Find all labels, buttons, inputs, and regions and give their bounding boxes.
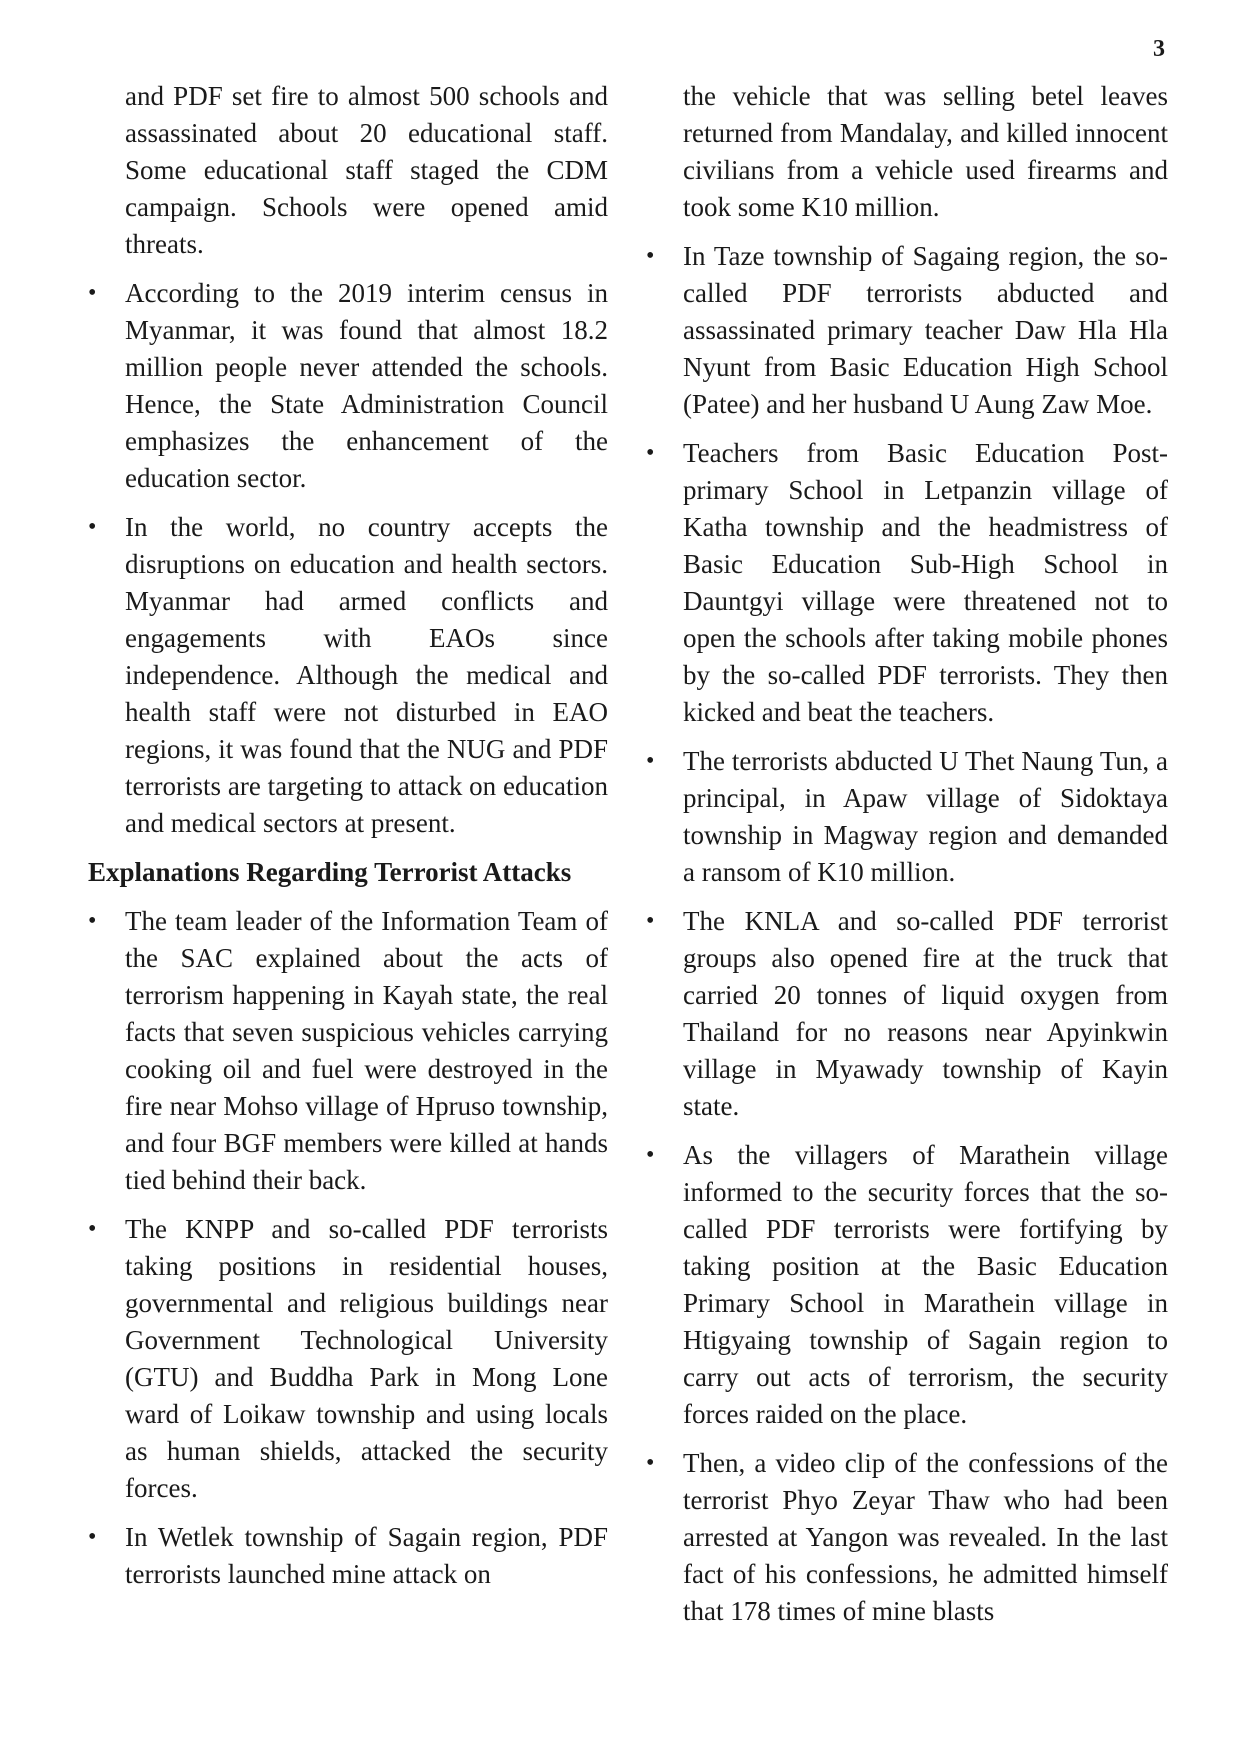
list-item: • In the world, no country accepts the disruptions on education and health sectors. Myanmar had armed conflicts and engagements with EAOs since independence. Although the medical and health staff were not disturbed in EAO regions, it was found that the NUG and PDF terrorists are targeting to attack on education and medical sectors at present.: [88, 509, 608, 842]
right-lead-paragraph: the vehicle that was selling betel leaves returned from Mandalay, and killed innocent civilians from a vehicle used firearms and took some K10 million.: [683, 81, 1168, 222]
list-item: • The KNPP and so-called PDF terrorists taking positions in residential houses, governmental and religious buildings near Government Technological University (GTU) and Buddha Park in Mong Lone ward of Loikaw township and using locals as human shields, attacked the security forces.: [88, 1211, 608, 1507]
list-item: • In Taze township of Sagaing region, the so-called PDF terrorists abducted and assassinated primary teacher Daw Hla Hla Nyunt from Basic Education High School (Patee) and her husband U Aung Zaw Moe.: [646, 238, 1168, 423]
list-item: • The KNLA and so-called PDF terrorist groups also opened fire at the truck that carried 20 tonnes of liquid oxygen from Thailand for no reasons near Apyinkwin village in Myawady township of Kayin state.: [646, 903, 1168, 1125]
list-item: • In Wetlek township of Sagain region, PDF terrorists launched mine attack on: [88, 1519, 608, 1593]
left-lead-paragraph: and PDF set fire to almost 500 schools and assassinated about 20 educational staff. Some educational staff staged the CDM campaign. Schools were opened amid threats.: [125, 81, 608, 259]
right-column: [646, 78, 1168, 1642]
list-item: • Then, a video clip of the confessions of the terrorist Phyo Zeyar Thaw who had been arrested at Yangon was revealed. In the last fact of his confessions, he admitted himself that 178 times of mine blasts: [646, 1445, 1168, 1630]
section-heading: Explanations Regarding Terrorist Attacks: [88, 857, 572, 887]
list-item: • Teachers from Basic Education Post-primary School in Letpanzin village of Katha township and the headmistress of Basic Education Sub-High School in Dauntgyi village were threatened not to open the schools after taking mobile phones by the so-called PDF terrorists. They then kicked and beat the teachers.: [646, 435, 1168, 731]
list-item: • The terrorists abducted U Thet Naung Tun, a principal, in Apaw village of Sidoktaya township in Magway region and demanded a ransom of K10 million.: [646, 743, 1168, 891]
page-number: 3: [1153, 36, 1165, 62]
left-column: [88, 78, 608, 1605]
list-item: • According to the 2019 interim census in Myanmar, it was found that almost 18.2 million people never attended the schools. Hence, the State Administration Council emphasizes the enhancement of the education sector.: [88, 275, 608, 497]
list-item: • The team leader of the Information Team of the SAC explained about the acts of terrorism happening in Kayah state, the real facts that seven suspicious vehicles carrying cooking oil and fuel were destroyed in the fire near Mohso village of Hpruso township, and four BGF members were killed at hands tied behind their back.: [88, 903, 608, 1199]
list-item: • As the villagers of Marathein village informed to the security forces that the so-called PDF terrorists were fortifying by taking position at the Basic Education Primary School in Marathein village in Htigyaing township of Sagain region to carry out acts of terrorism, the security forces raided on the place.: [646, 1137, 1168, 1433]
